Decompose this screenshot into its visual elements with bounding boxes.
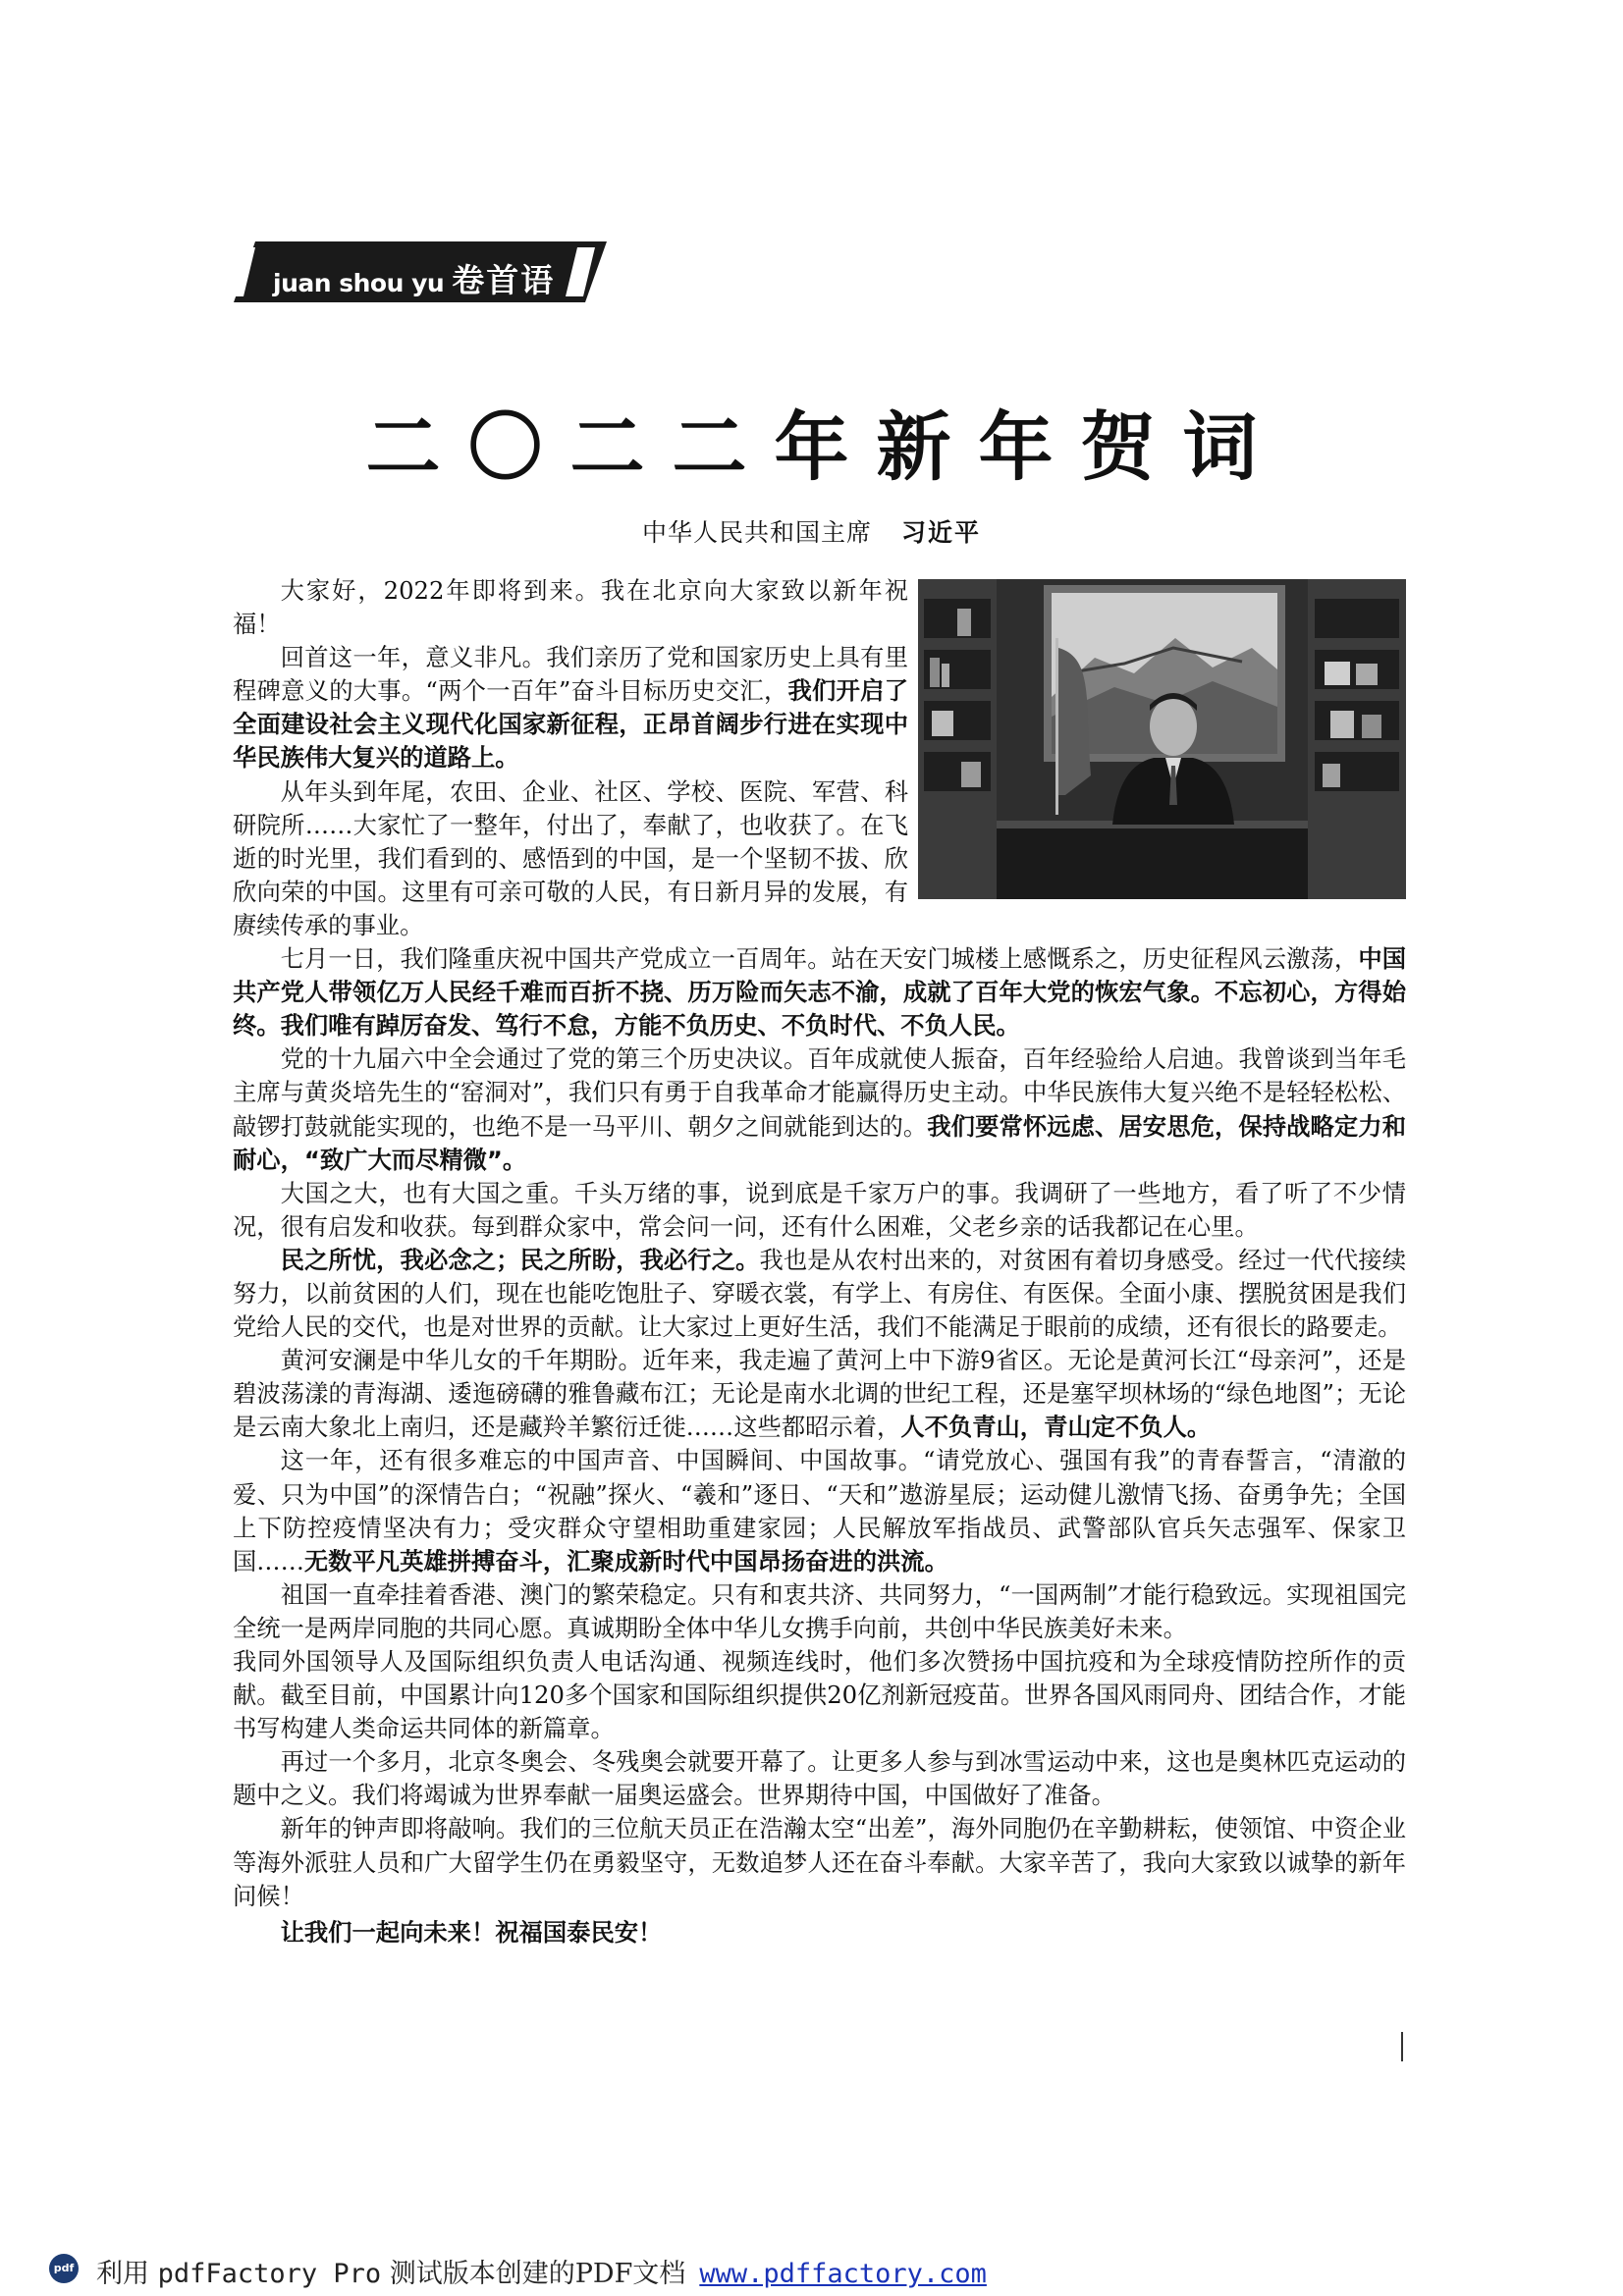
footer-product: pdfFactory Pro (157, 2259, 382, 2289)
paragraph-text: 新年的钟声即将敲响。我们的三位航天员正在浩瀚太空“出差”，海外同胞仍在辛勤耕耘，使领馆、中资企业等海外派驻人员和广大留学生仍在勇毅坚守，无数追梦人还在奋斗奉献。大家辛苦了，我向大家致以诚挚的新年问候！ (233, 1814, 1406, 1910)
paragraph-text: 我也是从农村出来的，对贫困有着切身感受。经过一代代接续努力，以前贫困的人们，现在也能吃饱肚子、穿暖衣裳，有学上、有房住、有医保。全面小康、摆脱贫困是我们党给人民的交代，也是对世界的贡献。让大家过上更好生活，我们不能满足于眼前的成绩，还有很长的路要走。 (233, 1245, 1406, 1342)
body-paragraph (233, 1244, 1406, 1344)
paragraph-text: 我同外国领导人及国际组织负责人电话沟通、视频连线时，他们多次赞扬中国抗疫和为全球疫情防控所作的贡献。截至目前，中国累计向120多个国家和国际组织提供20亿剂新冠疫苗。世界各国风雨同舟、团结合作，才能书写构建人类命运共同体的新篇章。 (233, 1647, 1406, 1743)
paragraph-text: 这一年，还有很多难忘的中国声音、中国瞬间、中国故事。“请党放心、强国有我”的青春誓言，“清澈的爱、只为中国”的深情告白；“祝融”探火、“羲和”逐日、“天和”遨游星辰；运动健儿激情飞扬、奋勇争先；全国上下防控疫情坚决有力；受灾群众守望相助重建家园；人民解放军指战员、武警部队官兵矢志强军、保家卫国…… (233, 1446, 1406, 1575)
column-badge (234, 241, 607, 302)
article-body (233, 574, 1406, 1949)
body-paragraph (233, 1812, 1406, 1912)
emphasis-text: 民之所忧，我必念之；民之所盼，我必行之。 (280, 1245, 760, 1274)
paragraph-text: 大家好，2022年即将到来。我在北京向大家致以新年祝福！ (233, 576, 908, 639)
emphasis-text: 我们开启了全面建设社会主义现代化国家新征程，正昂首阔步行进在实现中华民族伟大复兴的道路上。 (233, 676, 909, 773)
paragraph-text: 再过一个多月，北京冬奥会、冬残奥会就要开幕了。让更多人参与到冰雪运动中来，这也是奥林匹克运动的题中之义。我们将竭诚为世界奉献一届奥运盛会。世界期待中国，中国做好了准备。 (233, 1747, 1406, 1810)
footer-text (96, 2252, 987, 2290)
body-paragraph (233, 1177, 1406, 1244)
body-paragraph (233, 1444, 1406, 1577)
paragraph-text: 黄河安澜是中华儿女的千年期盼。近年来，我走遍了黄河上中下游9省区。无论是黄河长江“母亲河”，还是碧波荡漾的青海湖、逶迤磅礴的雅鲁藏布江；无论是南水北调的世纪工程，还是塞罕坝林场的“绿色地图”；无论是云南大象北上南归，还是藏羚羊繁衍迁徙……这些都昭示着， (233, 1346, 1406, 1442)
paragraph-text: 党的十九届六中全会通过了党的第三个历史决议。百年成就使人振奋，百年经验给人启迪。我曾谈到当年毛主席与黄炎培先生的“窑洞对”，我们只有勇于自我革命才能赢得历史主动。中华民族伟大复兴绝不是轻轻松松、敲锣打鼓就能实现的，也绝不是一马平川、朝夕之间就能到达的。 (233, 1044, 1406, 1141)
column-badge-chinese: 卷首语 (452, 261, 556, 299)
margin-mark (1401, 2032, 1403, 2061)
column-badge-label (273, 255, 555, 301)
emphasis-text: 人不负青山，青山定不负人。 (900, 1413, 1212, 1442)
emphasis-text: 中国共产党人带领亿万人民经千难而百折不挠、历万险而矢志不渝，成就了百年大党的恢宏气象。不忘初心，方得始终。我们唯有踔厉奋发、笃行不怠，方能不负历史、不负时代、不负人民。 (233, 944, 1407, 1041)
paragraph-text: 祖国一直牵挂着香港、澳门的繁荣稳定。只有和衷共济、共同努力，“一国两制”才能行稳致远。实现祖国完全统一是两岸同胞的共同心愿。真诚期盼全体中华儿女携手向前，共创中华民族美好未来。 (233, 1579, 1406, 1642)
paragraph-text: 从年头到年尾，农田、企业、社区、学校、医院、军营、科研院所……大家忙了一整年，付出了，奉献了，也收获了。在飞逝的时光里，我们看到的、感悟到的中国，是一个坚韧不拔、欣欣向荣的中国。这里有可亲可敬的人民，有日新月异的发展，有赓续传承的事业。 (233, 776, 908, 939)
closing-line (233, 1916, 1406, 1949)
body-paragraph (233, 1578, 1406, 1645)
author-role: 中华人民共和国主席 (641, 518, 872, 547)
pdf-logo-icon: pdf (49, 2254, 79, 2283)
body-paragraph (233, 1645, 1406, 1745)
footer-link[interactable]: www.pdffactory.com (699, 2259, 987, 2289)
body-paragraph (233, 1042, 1406, 1176)
paragraph-text: 七月一日，我们隆重庆祝中国共产党成立一百周年。站在天安门城楼上感慨系之，历史征程风云激荡， (280, 944, 1359, 974)
emphasis-text: 我们要常怀远虑、居安思危，保持战略定力和耐心，“致广大而尽精微”。 (233, 1111, 1406, 1174)
footer-post: 测试版本创建的PDF文档 (381, 2259, 686, 2289)
footer-pre: 利用 (96, 2259, 158, 2289)
body-paragraph (233, 1745, 1406, 1812)
author-name: 习近平 (901, 518, 982, 547)
body-paragraph (233, 942, 1406, 1042)
photo-wrap-spacer (908, 574, 1406, 911)
body-paragraph (233, 1344, 1406, 1444)
article-title: 二〇二二年新年贺词 (365, 403, 1285, 491)
paragraph-text: 大国之大，也有大国之重。千头万绪的事，说到底是千家万户的事。我调研了一些地方，看了听了不少情况，很有启发和收获。每到群众家中，常会问一问，还有什么困难，父老乡亲的话我都记在心里。 (233, 1178, 1406, 1241)
emphasis-text: 无数平凡英雄拼搏奋斗，汇聚成新时代中国昂扬奋进的洪流。 (303, 1546, 948, 1575)
column-badge-roman: juan shou yu (273, 269, 445, 297)
emphasis-text: 让我们一起向未来！祝福国泰民安！ (280, 1917, 663, 1947)
author-line (0, 513, 1623, 549)
paragraph-text: 回首这一年，意义非凡。我们亲历了党和国家历史上具有里程碑意义的大事。“两个一百年”奋斗目标历史交汇， (233, 643, 908, 706)
